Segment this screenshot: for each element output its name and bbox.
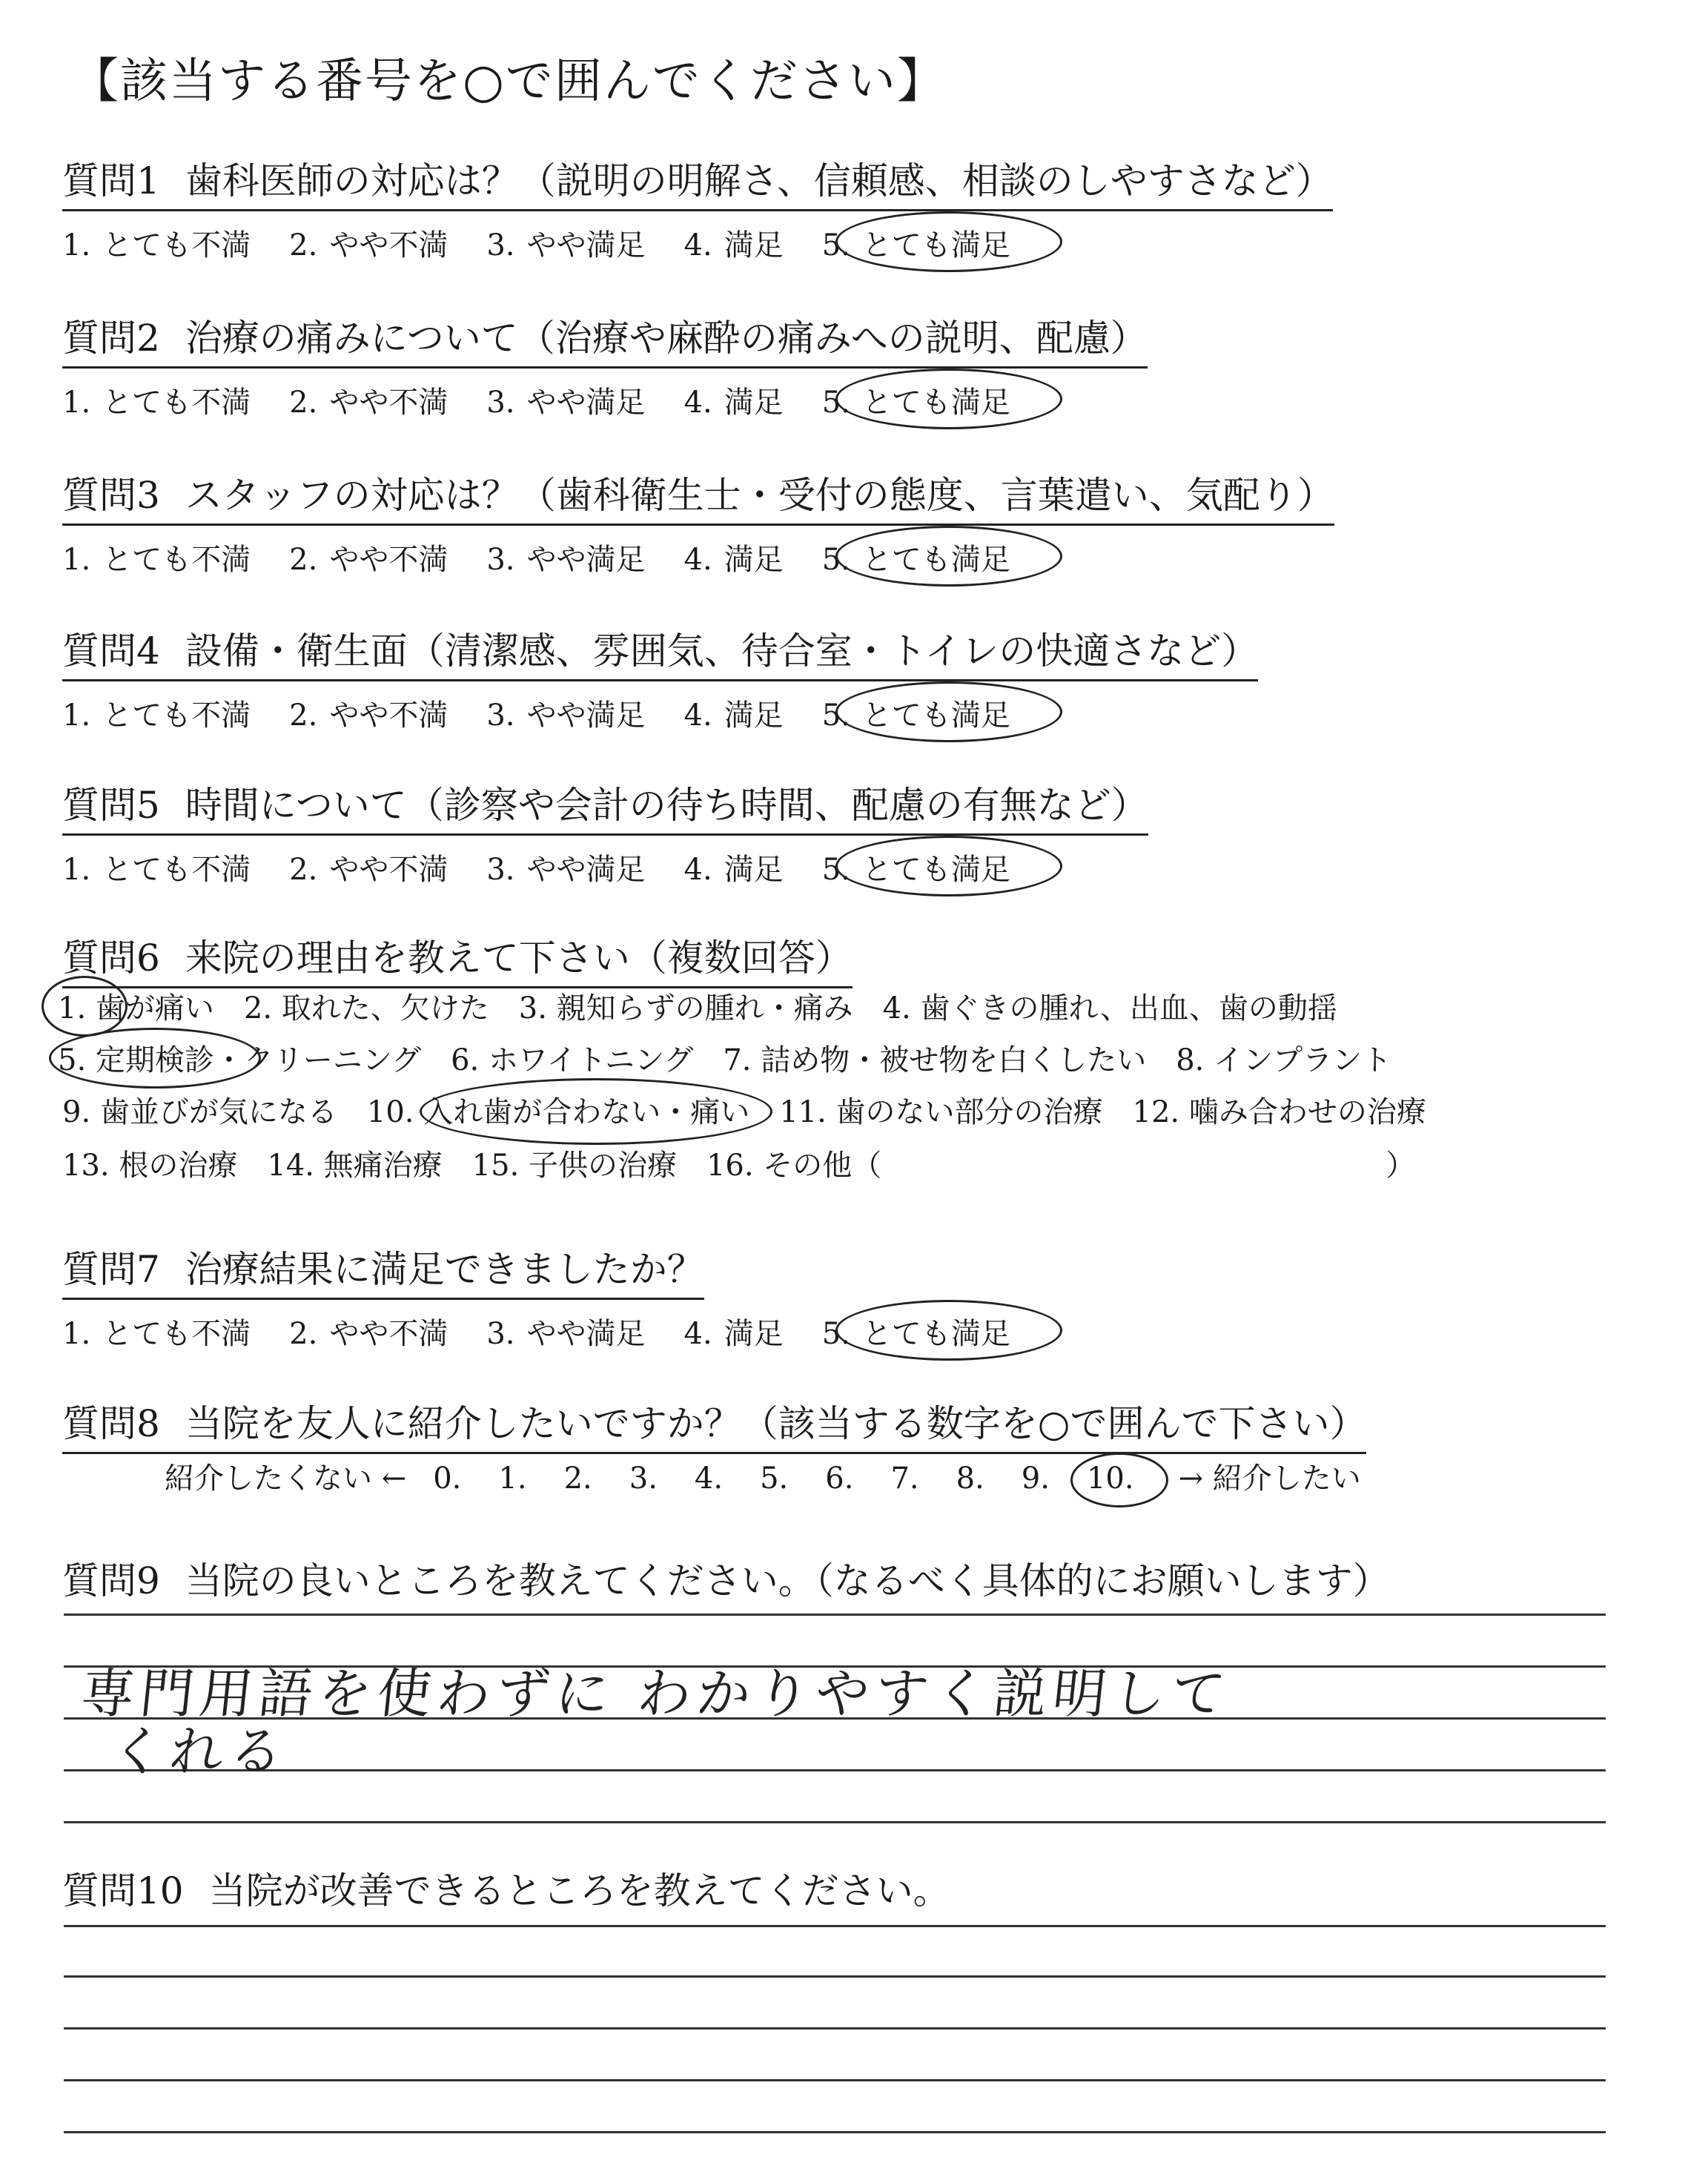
question-text: 来院の理由を教えて下さい（複数回答） [185,937,853,980]
option-3[interactable] [486,846,645,888]
question-1 [62,151,1333,264]
option-label: とても満足 [861,853,1010,887]
option-2[interactable] [289,536,448,578]
question-text: 設備・衛生面（清潔感、雰囲気、待合室・トイレの快適さなど） [185,630,1259,673]
option-2[interactable] [289,692,448,734]
option-1[interactable] [62,1310,251,1353]
question-8 [62,1394,1366,1454]
option-number: 4. [683,698,712,733]
option-number: 2. [289,543,318,577]
option-2[interactable] [289,379,448,421]
scale-number[interactable]: 10. [1087,1462,1134,1496]
option-label: やや満足 [526,698,646,733]
question-text: 歯科医師の対応は？（説明の明解さ、信頼感、相談のしやすさなど） [185,159,1333,202]
scale-number[interactable]: 4. [694,1462,724,1496]
option-number: 1. [62,1317,91,1351]
option-5[interactable] [822,222,1010,264]
question-9 [62,1551,1390,1605]
handwritten-answer-line-1[interactable]: 専門用語を使わずに わかりやすく説明して [77,1662,1234,1725]
scale-left-label: 紹介したくない ← [165,1462,407,1496]
answer-line [64,2027,1606,2029]
question-number: 質問3 [62,474,160,517]
option-number: 1. [62,543,91,577]
question-number: 質問7 [62,1248,160,1291]
option-2[interactable] [289,222,448,264]
question-number: 質問5 [62,784,160,827]
option-number: 2. [289,1317,318,1351]
question-text: 治療の痛みについて（治療や麻酔の痛みへの説明、配慮） [185,317,1148,360]
option-number: 4. [683,1317,712,1351]
option-1[interactable] [62,846,251,888]
option-number: 5. [821,1317,850,1351]
option-number: 1. [62,853,91,887]
option-label: 満足 [724,228,784,262]
question-title [62,1240,704,1300]
option-4[interactable] [684,846,784,888]
scale-number[interactable]: 3. [629,1462,658,1496]
question-text: 当院が改善できるところを教えてください。 [208,1869,950,1912]
option-label: とても不満 [102,386,251,420]
option-number: 3. [486,386,515,420]
question-5 [62,776,1148,888]
option-row [62,692,1258,734]
scale-number[interactable]: 8. [956,1462,984,1496]
option-1[interactable] [62,536,251,578]
option-label: 満足 [724,543,784,577]
scale-right-label: → 紹介したい [1178,1462,1361,1496]
option-label: とても不満 [102,543,251,577]
option-label: とても満足 [861,386,1010,420]
option-5[interactable] [822,379,1010,421]
option-1[interactable] [62,222,251,264]
question-number: 質問8 [62,1402,160,1445]
question-title [62,776,1148,836]
question-text: 治療結果に満足できましたか？ [185,1248,704,1291]
question-title [62,151,1333,211]
option-label: やや不満 [329,228,448,262]
option-number: 3. [486,543,515,577]
option-4[interactable] [684,1310,784,1353]
option-label: とても不満 [102,1317,251,1351]
option-1[interactable] [62,692,251,734]
answer-line [64,2079,1606,2081]
option-label: やや不満 [329,386,448,420]
option-number: 5. [821,853,850,887]
option-4[interactable] [684,692,784,734]
option-label: とても満足 [861,1317,1010,1351]
option-label: とても不満 [102,228,251,262]
question-number: 質問9 [62,1559,160,1602]
option-number: 5. [821,543,850,577]
question-3 [62,466,1334,578]
option-label: とても満足 [861,698,1010,733]
q6-row-3[interactable]: 9. 歯並びが気になる 10. 入れ歯が合わない・痛い 11. 歯のない部分の治療 12. 噛み合わせの治療 [62,1095,1426,1129]
option-number: 4. [683,228,712,262]
option-label: やや満足 [526,853,646,887]
option-4[interactable] [684,536,784,578]
question-title [62,308,1148,369]
scale-number[interactable]: 5. [760,1462,789,1496]
option-label: とても不満 [102,853,251,887]
answer-line [64,2131,1606,2133]
scale-number[interactable]: 0. [433,1462,462,1496]
option-row [62,536,1334,578]
option-3[interactable] [486,222,645,264]
option-number: 4. [683,853,712,887]
selection-circle [1070,1453,1168,1507]
option-number: 5. [821,698,850,733]
option-1[interactable] [62,379,251,421]
option-5[interactable] [822,1310,1010,1353]
option-label: やや不満 [329,543,448,577]
question-2 [62,308,1148,421]
option-row [62,1310,1049,1353]
option-4[interactable] [684,379,784,421]
question-number: 質問2 [62,317,160,360]
option-number: 1. [62,386,91,420]
scale-number[interactable]: 2. [563,1462,592,1496]
option-4[interactable] [684,222,784,264]
scale-number[interactable]: 9. [1021,1462,1050,1496]
question-number: 質問6 [62,937,160,980]
option-3[interactable] [486,692,645,734]
option-number: 5. [821,386,850,420]
option-number: 1. [62,698,91,733]
answer-line [64,1821,1606,1823]
question-text: 時間について（診察や会計の待ち時間、配慮の有無など） [185,784,1148,827]
question-10 [62,1861,950,1915]
option-label: やや満足 [526,543,646,577]
option-label: やや不満 [329,1317,448,1351]
option-label: 満足 [724,853,784,887]
option-number: 2. [289,386,318,420]
option-number: 3. [486,698,515,733]
option-number: 3. [486,1317,515,1351]
option-number: 2. [289,698,318,733]
question-4 [62,621,1258,734]
option-number: 4. [683,543,712,577]
option-label: やや満足 [526,1317,646,1351]
question-title [62,928,853,988]
option-number: 2. [289,228,318,262]
option-label: とても満足 [861,228,1010,262]
option-label: やや不満 [329,853,448,887]
scale-number[interactable]: 6. [825,1462,854,1496]
question-title [62,1394,1366,1454]
question-title [62,621,1258,681]
question-7 [62,1240,1049,1353]
question-6 [62,928,853,988]
answer-line [64,1769,1606,1771]
option-5[interactable] [822,536,1010,578]
option-3[interactable] [486,1310,645,1353]
option-row [62,379,1148,421]
q6-row-1[interactable]: 1. 歯が痛い 2. 取れた、欠けた 3. 親知らずの腫れ・痛み 4. 歯ぐきの腫れ、出血、歯の動揺 [58,991,1337,1025]
option-number: 3. [486,228,515,262]
option-label: やや不満 [329,698,448,733]
option-row [62,222,1333,264]
question-number: 質問1 [62,159,160,202]
option-label: やや満足 [526,228,646,262]
option-label: とても不満 [102,698,251,733]
question-number: 質問10 [62,1869,184,1912]
answer-line [64,1925,1606,1927]
option-number: 1. [62,228,91,262]
option-2[interactable] [289,846,448,888]
question-text: 当院の良いところを教えてください。（なるべく具体的にお願いします） [185,1559,1390,1602]
option-label: 満足 [724,386,784,420]
answer-line [64,1614,1606,1616]
scale-number[interactable]: 1. [498,1462,527,1496]
recommend-scale [165,1455,1361,1497]
option-label: 満足 [724,698,784,733]
option-label: やや満足 [526,386,646,420]
handwritten-answer-line-2[interactable]: くれる [107,1720,292,1783]
scale-numbers [433,1462,1171,1496]
question-text: スタッフの対応は？（歯科衛生士・受付の態度、言葉遣い、気配り） [185,474,1334,517]
option-3[interactable] [486,379,645,421]
option-number: 5. [821,228,850,262]
option-3[interactable] [486,536,645,578]
question-title [62,466,1334,526]
option-number: 2. [289,853,318,887]
question-title [62,1861,950,1915]
question-text: 当院を友人に紹介したいですか？（該当する数字を○で囲んで下さい） [185,1402,1367,1445]
form-header: 【該当する番号を○で囲んでください】 [71,54,946,109]
option-number: 4. [683,386,712,420]
option-label: とても満足 [861,543,1010,577]
scale-number[interactable]: 7. [890,1462,919,1496]
question-title [62,1551,1390,1605]
option-5[interactable] [822,846,1010,888]
question-number: 質問4 [62,630,160,673]
option-5[interactable] [822,692,1010,734]
option-row [62,846,1148,888]
option-number: 3. [486,853,515,887]
option-2[interactable] [289,1310,448,1353]
option-label: 満足 [724,1317,784,1351]
q6-row-4[interactable]: 13. 根の治療 14. 無痛治療 15. 子供の治療 16. その他（ ） [62,1149,1416,1183]
q6-row-2[interactable]: 5. 定期検診・クリーニング 6. ホワイトニング 7. 詰め物・被せ物を白くしたい 8. インプラント [58,1043,1392,1077]
answer-line [64,1975,1606,1978]
